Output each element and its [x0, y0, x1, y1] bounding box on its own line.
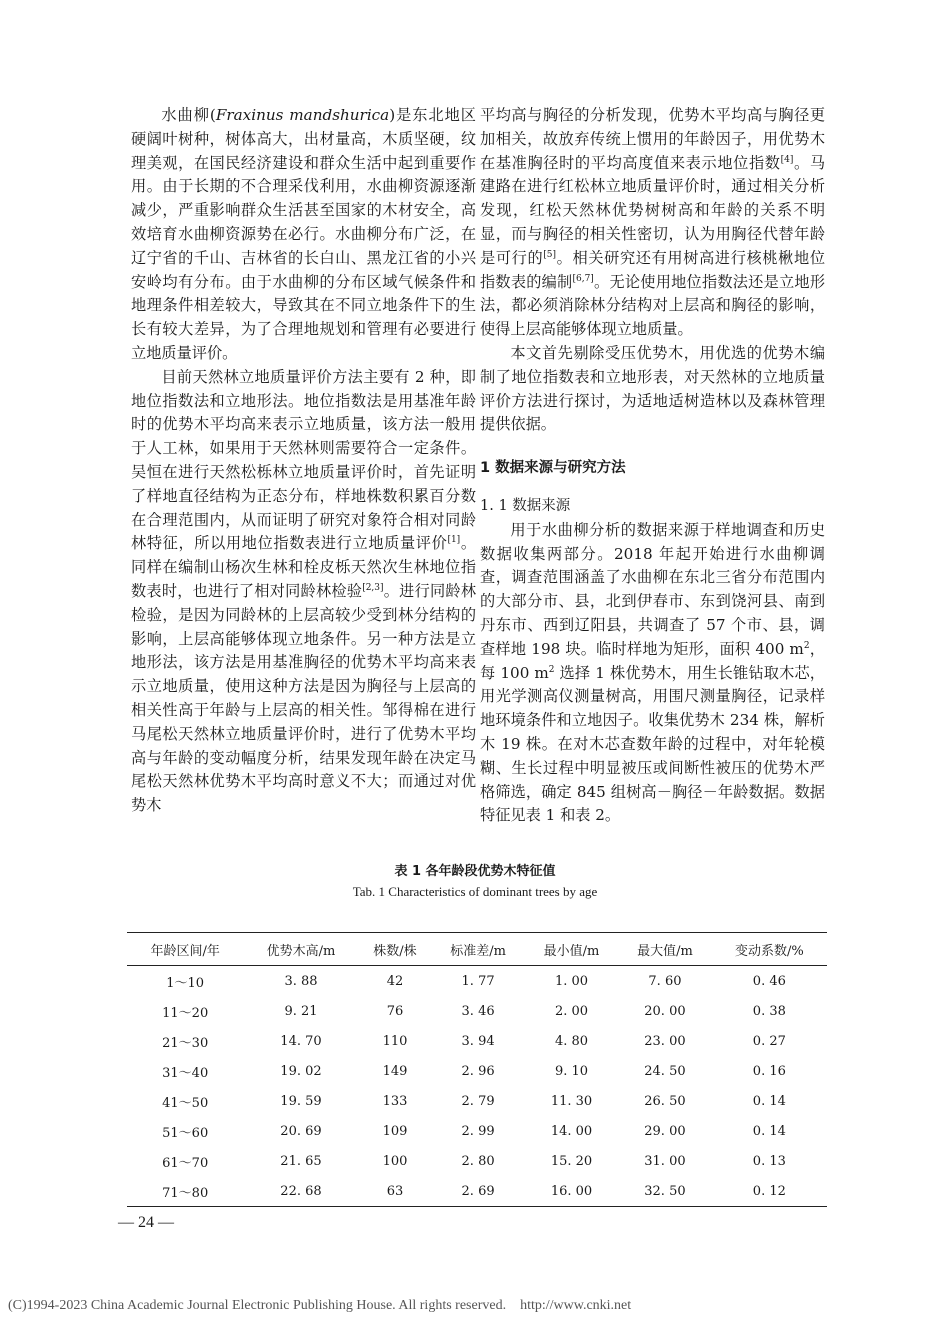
table-row	[127, 1116, 827, 1146]
table-cell: 42	[386, 973, 404, 989]
table-cell: 19. 59	[280, 1093, 322, 1109]
table-cell: 1. 00	[554, 973, 589, 989]
table-cell: 21. 65	[280, 1153, 322, 1169]
table-cell: 0. 27	[752, 1033, 786, 1049]
superscript: 2	[803, 640, 810, 651]
table-header: 最大值/m	[637, 943, 693, 959]
table-header: 最小值/m	[543, 943, 600, 959]
table-cell: 3. 88	[284, 973, 318, 989]
table-title-en: Tab. 1 Characteristics of dominant trees by age	[352, 884, 598, 899]
table-cell: 31～40	[162, 1065, 209, 1081]
table-cell: 0. 12	[752, 1183, 786, 1199]
table-cell: 9. 10	[554, 1063, 589, 1079]
table-cell: 32. 50	[644, 1183, 686, 1199]
table-1	[127, 932, 827, 1207]
table-cell: 71～80	[162, 1185, 209, 1201]
table-cell: 14. 70	[280, 1033, 322, 1049]
left-column	[131, 104, 476, 818]
table-cell: 20. 00	[644, 1003, 686, 1019]
footer	[8, 1298, 631, 1314]
table-cell: 76	[386, 1003, 404, 1019]
citation[interactable]: [6,7]	[572, 273, 594, 284]
table-cell: 11～20	[162, 1005, 209, 1021]
paragraph-methods	[131, 366, 476, 818]
table-cell: 21～30	[162, 1035, 209, 1051]
table-row	[127, 1056, 827, 1086]
citation[interactable]: [5]	[543, 249, 557, 260]
citation[interactable]: [2,3]	[362, 582, 384, 593]
table-cell: 0. 38	[752, 1003, 786, 1019]
table-cell: 2. 79	[461, 1093, 495, 1109]
table-cell: 2. 00	[554, 1003, 589, 1019]
text: 目前天然林立地质量评价方法主要有 2 种，即地位指数法和立地形法。地位指数法是用基准年龄时的优势木平均高来表示立地质量，该方法一般用于人工林，如果用于天然林则需要符合一定条件。吴恒在进行天然松栎林立地质量评价时，首先证明了样地直径结构为正态分布，样地株数积累百分数在合理范围内，从而证明了研究对象符合相对同龄林特征，所以用地位指数表进行立地质量评价	[131, 367, 476, 553]
subsection-heading: 1. 1 数据来源	[480, 497, 571, 514]
table-header: 年龄区间/年	[150, 943, 220, 959]
table-row	[127, 1086, 827, 1116]
table-header-row	[127, 933, 827, 966]
text: 用于水曲柳分析的数据来源于样地调查和历史数据收集两部分。2018 年起开始进行水曲柳调查，调查范围涵盖了水曲柳在东北三省分布范围内的大部分市、县，北到伊春市、东到饶河县、南到丹东市、西到辽阳县，共调查了 57 个市、县，调查样地 198 块。临时样地为矩形，面积 400 m	[480, 520, 825, 658]
table-cell: 11. 30	[550, 1093, 593, 1109]
table-cell: 110	[382, 1033, 408, 1049]
table-cell: 2. 96	[461, 1063, 495, 1079]
table-row	[127, 996, 827, 1026]
citation[interactable]: [1]	[447, 535, 461, 546]
table-cell: 9. 21	[284, 1003, 318, 1019]
text: 。无论使用地位指数法还是立地形法，都必须消除林分结构对上层高和胸径的影响，使得上层高能够体现立地质量。	[480, 272, 826, 339]
table-header: 株数/株	[373, 943, 417, 959]
table-cell: 23. 00	[644, 1033, 686, 1049]
table-cell: 2. 80	[461, 1153, 495, 1169]
table-cell: 0. 13	[752, 1153, 786, 1169]
table-cell: 2. 69	[461, 1183, 495, 1199]
table-cell: 16. 00	[550, 1183, 593, 1199]
paragraph-intro	[131, 104, 476, 366]
paragraph-data	[480, 519, 825, 828]
table-cell: 41～50	[162, 1095, 209, 1111]
text: 。同样在编制山杨次生林和栓皮栎天然次生林地位指数表时，也进行了相对同龄林检验	[131, 534, 477, 600]
table-cell: 31. 00	[644, 1153, 686, 1169]
table-header: 优势木高/m	[266, 943, 336, 959]
table-cell: 7. 60	[648, 973, 682, 989]
text: 。相关研究还有用树高进行核桃楸地位指数表的编制	[480, 248, 826, 291]
table-title-cn: 表 1 各年龄段优势木特征值	[394, 864, 556, 879]
table-cell: 22. 68	[280, 1183, 322, 1199]
text: 平均高与胸径的分析发现，优势木平均高与胸径更加相关，故放弃传统上惯用的年龄因子，用优势木在基准胸径时的平均高度值来表示地位指数	[480, 106, 825, 172]
table-cell: 15. 20	[550, 1153, 593, 1169]
cnki-link[interactable]: http://www.cnki.net	[520, 1298, 632, 1313]
page-number: — 24 —	[118, 1214, 174, 1231]
text: 。马建路在进行红松林立地质量评价时，通过相关分析发现，红松天然林优势树树高和年龄的关系不明显，而与胸径的相关性密切，认为用胸径代替年龄是可行的	[480, 153, 826, 267]
table-cell: 4. 80	[554, 1033, 589, 1049]
table-header: 标准差/m	[450, 943, 506, 959]
table-header: 变动系数/%	[734, 943, 804, 959]
table-cell: 20. 69	[280, 1123, 322, 1139]
table-cell: 149	[382, 1063, 408, 1079]
copyright-notice: (C)1994-2023 China Academic Journal Electronic Publishing House. All rights reserved.	[8, 1298, 507, 1313]
table-cell: 29. 00	[644, 1123, 686, 1139]
table-cell: 0. 14	[752, 1123, 786, 1139]
table-cell: 26. 50	[644, 1093, 686, 1109]
text: ，每 100 m	[480, 639, 825, 682]
table-cell: 1. 77	[461, 973, 495, 989]
table-cell: 133	[382, 1093, 408, 1109]
paragraph-methods-cont	[480, 104, 825, 342]
table-cell: 0. 16	[752, 1063, 786, 1079]
table-row	[127, 966, 827, 997]
table-cell: 3. 46	[461, 1003, 495, 1019]
table-cell: 100	[382, 1153, 408, 1169]
table-cell: 1～10	[166, 975, 205, 991]
table-row	[127, 1146, 827, 1176]
table-row	[127, 1026, 827, 1056]
table-cell: 0. 46	[752, 973, 786, 989]
text: )是东北地区硬阔叶树种，树体高大，出材量高，木质坚硬，纹理美观，在国民经济建设和群众生活中起到重要作用。由于长期的不合理采伐利用，水曲柳资源逐渐减少，严重影响群众生活甚至国家的木材安全，高效培育水曲柳资源势在必行。水曲柳分布广泛，在辽宁省的千山、吉林省的长白山、黑龙江省的小兴安岭均有分布。由于水曲柳的分布区域气候条件和地理条件相差较大，导致其在不同立地条件下的生长有较大差异，为了合理地规划和管理有必要进行立地质量评价。	[131, 106, 476, 362]
table-cell: 0. 14	[752, 1093, 786, 1109]
table-cell: 109	[382, 1123, 408, 1139]
table-cell: 19. 02	[280, 1063, 322, 1079]
superscript: 2	[548, 664, 555, 675]
text: 选择 1 株优势木，用生长锥钻取木芯，用光学测高仪测量树高，用围尺测量胸径，记录样地环境条件和立地因子。收集优势木 234 株，解析木 19 株。在对木芯查数年龄的过程中，对年轮模糊、生长过程中明显被压或间断性被压的优势木严格筛选，确定 845 组树高－胸径－年龄数据。数据特征见表 1 和表 2。	[480, 663, 825, 825]
table-cell: 14. 00	[550, 1123, 593, 1139]
table-cell: 51～60	[162, 1125, 209, 1141]
paragraph-aim: 本文首先剔除受压优势木，用优选的优势木编制了地位指数表和立地形表，对天然林的立地质量评价方法进行探讨，为适地适树造林以及森林管理提供依据。	[480, 343, 825, 434]
text: 。进行同龄林检验，是因为同龄林的上层高较少受到林分结构的影响，上层高能够体现立地条件。另一种方法是立地形法，该方法是用基准胸径的优势木平均高来表示立地质量，使用这种方法是因为胸径与上层高的相关性高于年龄与上层高的相关性。邹得棉在进行马尾松天然林立地质量评价时，进行了优势木平均高与年龄的变动幅度分析，结果发现年龄在决定马尾松天然林优势木平均高时意义不大；而通过对优势木	[131, 581, 477, 815]
table-cell: 3. 94	[461, 1033, 495, 1049]
text: 水曲柳(	[161, 106, 216, 124]
table-row	[127, 1176, 827, 1207]
latin-name: Fraxinus mandshurica	[215, 106, 390, 124]
table-cell: 63	[386, 1183, 404, 1199]
table-cell: 2. 99	[461, 1123, 495, 1139]
right-column	[480, 104, 825, 828]
section-heading: 1 数据来源与研究方法	[480, 460, 626, 477]
citation[interactable]: [4]	[780, 154, 794, 165]
table-cell: 24. 50	[644, 1063, 686, 1079]
table-cell: 61～70	[162, 1155, 209, 1171]
